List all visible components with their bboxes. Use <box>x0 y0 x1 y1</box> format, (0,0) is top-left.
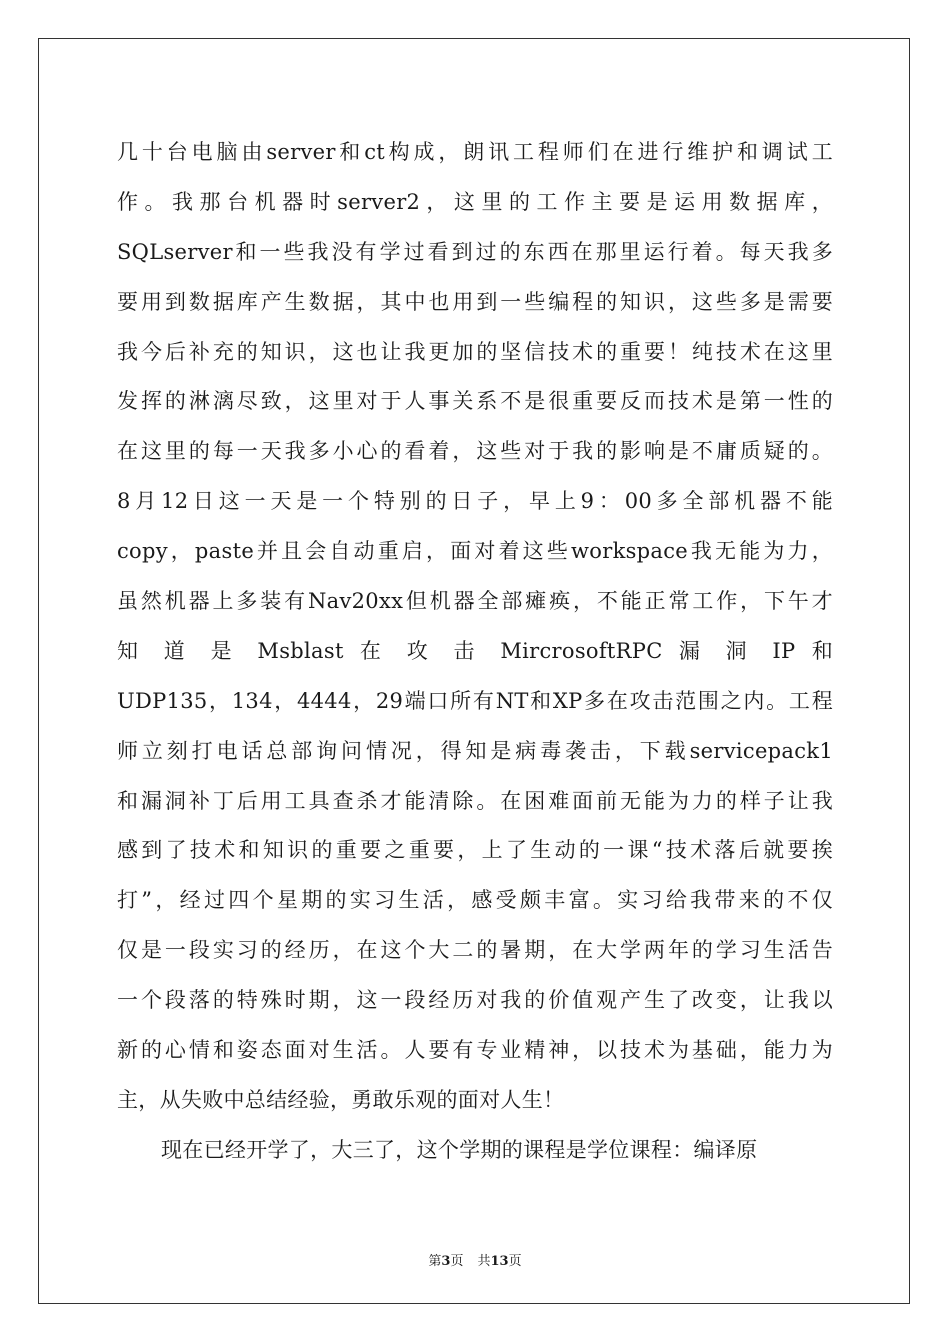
text-line: 几十台电脑由server和ct构成，朗讯工程师们在进行维护和调试工 <box>117 140 833 164</box>
text-line: 感到了技术和知识的重要之重要，上了生动的一课“技术落后就要挨 <box>117 838 833 863</box>
text-line: SQLserver和一些我没有学过看到过的东西在那里运行着。每天我多 <box>117 239 833 264</box>
footer-page-suffix: 页 <box>450 1254 464 1269</box>
text-line: 作。我那台机器时server2，这里的工作主要是运用数据库， <box>117 189 833 214</box>
footer-page-total: 13 <box>490 1254 509 1269</box>
text-line: 8月12日这一天是一个特别的日子，早上9：00多全部机器不能 <box>117 489 833 514</box>
text-line: 仅是一段实习的经历，在这个大二的暑期，在大学两年的学习生活告 <box>117 938 833 963</box>
text-line: 打”，经过四个星期的实习生活，感受颇丰富。实习给我带来的不仅 <box>117 888 833 913</box>
text-line: copy，paste并且会自动重启，面对着这些workspace我无能为力， <box>117 539 833 564</box>
text-line: 主，从失败中总结经验，勇敢乐观的面对人生！ <box>117 1087 565 1112</box>
text-line: 师立刻打电话总部询问情况，得知是病毒袭击，下载servicepack1 <box>117 738 833 763</box>
text-line-paragraph-start: 现在已经开学了，大三了，这个学期的课程是学位课程：编译原 <box>161 1137 758 1162</box>
footer-total-suffix: 页 <box>508 1254 522 1269</box>
text-line: 新的心情和姿态面对生活。人要有专业精神，以技术为基础，能力为 <box>117 1038 833 1063</box>
document-body <box>117 128 833 1176</box>
text-line: 和漏洞补丁后用工具查杀才能清除。在困难面前无能为力的样子让我 <box>117 788 833 813</box>
text-line: 一个段落的特殊时期，这一段经历对我的价值观产生了改变，让我以 <box>117 988 833 1013</box>
text-line: 要用到数据库产生数据，其中也用到一些编程的知识，这些多是需要 <box>117 289 833 314</box>
page-footer <box>0 1250 950 1269</box>
footer-total-prefix: 共 <box>477 1254 491 1269</box>
text-line: 知 道 是 Msblast 在 攻 击 MircrosoftRPC 漏 洞 IP 和 <box>117 638 833 663</box>
text-line: UDP135，134，4444，29端口所有NT和XP多在攻击范围之内。工程 <box>117 688 833 713</box>
footer-page-current: 3 <box>441 1254 451 1269</box>
footer-page-prefix: 第 <box>428 1254 442 1269</box>
text-line: 虽然机器上多装有Nav20xx但机器全部瘫痪，不能正常工作，下午才 <box>117 589 833 614</box>
text-line: 发挥的淋漓尽致，这里对于人事关系不是很重要反而技术是第一性的 <box>117 389 833 414</box>
text-line: 我今后补充的知识，这也让我更加的坚信技术的重要！纯技术在这里 <box>117 339 833 364</box>
text-line: 在这里的每一天我多小心的看着，这些对于我的影响是不庸质疑的。 <box>117 439 833 464</box>
